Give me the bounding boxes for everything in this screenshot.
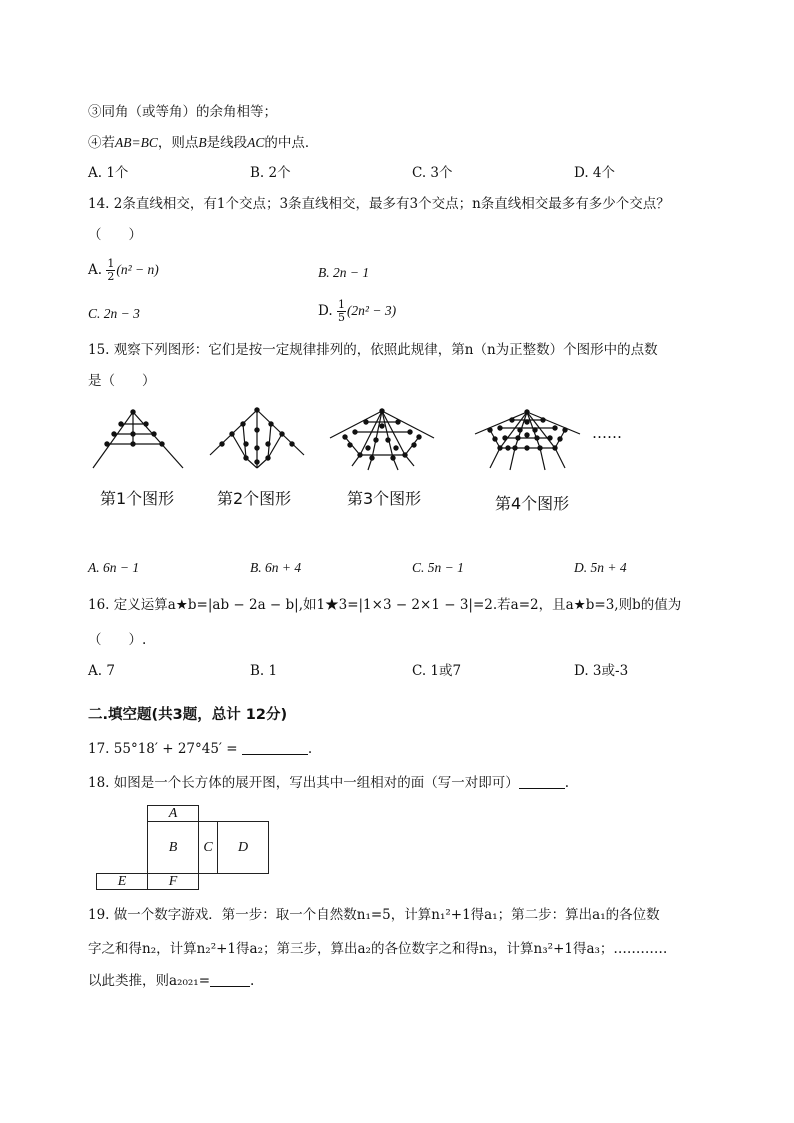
q14-option-d-label: D. xyxy=(318,303,333,319)
q14-option-a-expr: (n² − n) xyxy=(116,262,159,277)
q17-expression: 17. 55°18′ + 27°45′ = xyxy=(88,741,238,757)
q14-paren: （ ） xyxy=(88,227,142,243)
q16-text-line2: （ ）. xyxy=(88,632,147,648)
q16-option-a[interactable]: A. 7 xyxy=(88,663,115,679)
figure-caption-3: 第3个图形 xyxy=(347,489,422,508)
q18-period: . xyxy=(564,775,570,791)
q15-option-d[interactable]: D. 5n + 4 xyxy=(574,560,627,575)
q15-option-c[interactable]: C. 5n − 1 xyxy=(412,560,464,575)
q15-text-line1: 15. 观察下列图形：它们是按一定规律排列的，依照此规律，第n（n为正整数）个图形中的点数 xyxy=(88,342,658,358)
q17-period: . xyxy=(307,741,313,757)
q14-option-d-fraction xyxy=(337,299,346,324)
q14-text: 14. 2条直线相交，有1个交点；3条直线相交，最多有3个交点；n条直线相交最多有多少个交点？ xyxy=(88,196,670,212)
q19-text-line3 xyxy=(88,972,254,990)
statement-4 xyxy=(88,134,318,152)
q19-prompt: 以此类推，则a₂₀₂₁= xyxy=(88,973,211,989)
q14-option-d-expr: (2n² − 3) xyxy=(346,303,397,318)
q19-text-line2: 字之和得n₂，计算n₂²+1得a₂；第三步，算出a₂的各位数字之和得n₃，计算n₃²+1得a₃；………… xyxy=(88,941,668,957)
q16-option-b[interactable]: B. 1 xyxy=(250,663,278,679)
statement-4-pre: ④若 xyxy=(88,135,115,151)
q14-option-a-fraction xyxy=(106,258,115,283)
q13-option-b[interactable]: B. 2个 xyxy=(250,165,291,181)
fraction-denominator: 2 xyxy=(107,270,115,283)
figure-caption-2: 第2个图形 xyxy=(217,489,292,508)
q17-answer-blank[interactable] xyxy=(242,740,308,755)
face-d: D xyxy=(217,821,269,874)
statement-4-post: 的中点． xyxy=(264,135,319,151)
q14-option-a-label: A. xyxy=(88,262,103,278)
statement-4-mid: ，则点 xyxy=(157,135,199,151)
fraction-numerator: 1 xyxy=(107,257,115,270)
q15-option-a[interactable]: A. 6n − 1 xyxy=(88,560,140,575)
fraction-numerator: 1 xyxy=(337,298,345,311)
q19-text-line1: 19. 做一个数字游戏．第一步：取一个自然数n₁=5，计算n₁²+1得a₁；第二步：算出a₁的各位数 xyxy=(88,907,660,923)
face-f: F xyxy=(147,873,199,890)
q15-pattern-figures xyxy=(0,400,794,540)
section-heading-fill-in: 二.填空题(共3题，总计 12分) xyxy=(88,707,288,723)
face-c: C xyxy=(198,821,218,874)
statement-4-ac: AC xyxy=(247,135,265,150)
q15-option-b[interactable]: B. 6n + 4 xyxy=(250,560,302,575)
q14-option-b[interactable]: B. 2n − 1 xyxy=(318,265,370,280)
q18-question: 18. 如图是一个长方体的展开图，写出其中一组相对的面（写一对即可） xyxy=(88,775,519,791)
statement-4-b: B xyxy=(198,135,207,150)
q13-option-a[interactable]: A. 1个 xyxy=(88,165,129,181)
q16-option-d[interactable]: D. 3或-3 xyxy=(574,663,629,679)
pattern-ellipsis: …… xyxy=(592,424,622,442)
q19-answer-blank[interactable] xyxy=(210,972,250,987)
q19-period: . xyxy=(250,973,255,989)
face-b: B xyxy=(147,821,199,874)
q17-text xyxy=(88,740,312,758)
face-a: A xyxy=(147,805,199,822)
q14-option-c[interactable]: C. 2n − 3 xyxy=(88,306,140,321)
q13-option-d[interactable]: D. 4个 xyxy=(574,165,616,181)
fraction-denominator: 5 xyxy=(337,311,345,324)
q14-option-d[interactable] xyxy=(318,299,396,324)
q13-option-c[interactable]: C. 3个 xyxy=(412,165,453,181)
statement-3: ③同角（或等角）的余角相等； xyxy=(88,104,277,120)
q14-option-a[interactable] xyxy=(88,258,159,283)
statement-4-mid2: 是线段 xyxy=(206,135,248,151)
q15-text-line2: 是（ ） xyxy=(88,373,156,389)
q18-text xyxy=(88,774,569,792)
q16-text-line1: 16. 定义运算a★b=|ab − 2a − b|,如1★3=|1×3 − 2×1 − 3|=2.若a=2，且a★b=3,则b的值为 xyxy=(88,597,682,613)
face-e: E xyxy=(96,873,148,890)
statement-4-eq: AB=BC xyxy=(115,135,158,150)
figure-caption-4: 第4个图形 xyxy=(495,494,570,513)
q18-answer-blank[interactable] xyxy=(519,774,565,789)
q16-option-c[interactable]: C. 1或7 xyxy=(412,663,462,679)
figure-caption-1: 第1个图形 xyxy=(100,489,175,508)
